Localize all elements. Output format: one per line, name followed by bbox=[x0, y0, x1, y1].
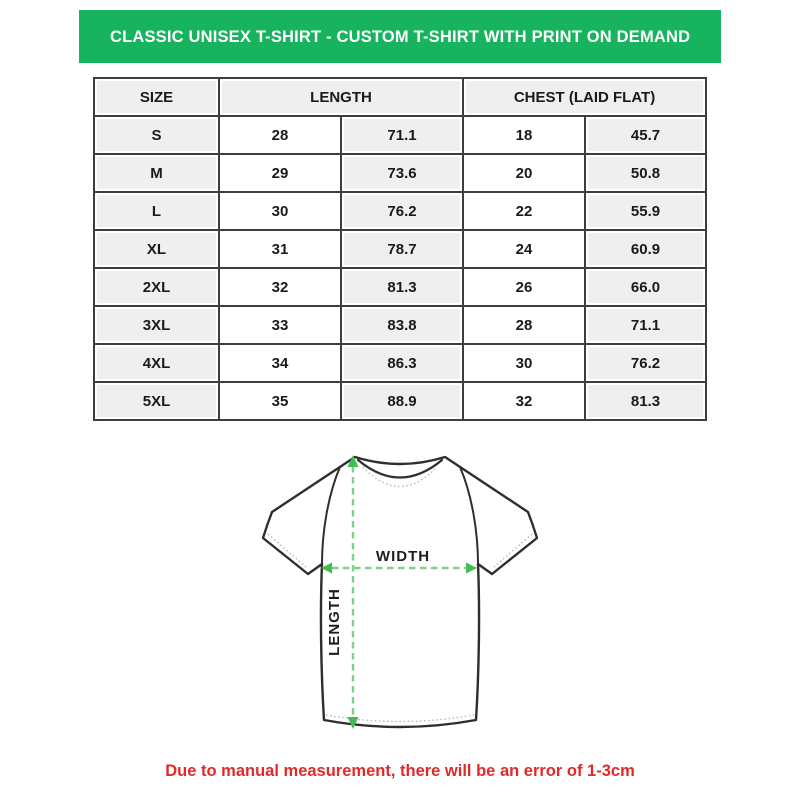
length-in-cell: 29 bbox=[219, 154, 341, 192]
table-row bbox=[94, 154, 706, 192]
table-row bbox=[94, 382, 706, 420]
length-in-cell: 28 bbox=[219, 116, 341, 154]
table-row bbox=[94, 306, 706, 344]
chest-in-cell: 24 bbox=[463, 230, 585, 268]
size-chart-table bbox=[93, 77, 707, 421]
length-cm-cell: 73.6 bbox=[341, 154, 463, 192]
chest-in-cell: 18 bbox=[463, 116, 585, 154]
chest-in-cell: 28 bbox=[463, 306, 585, 344]
length-cm-cell: 78.7 bbox=[341, 230, 463, 268]
chest-in-cell: 20 bbox=[463, 154, 585, 192]
chest-cm-cell: 71.1 bbox=[585, 306, 706, 344]
page-title: CLASSIC UNISEX T-SHIRT - CUSTOM T-SHIRT WITH PRINT ON DEMAND bbox=[109, 26, 691, 46]
length-in-cell: 34 bbox=[219, 344, 341, 382]
length-cm-cell: 76.2 bbox=[341, 192, 463, 230]
measurement-note: Due to manual measurement, there will be an error of 1-3cm bbox=[165, 762, 635, 780]
chest-cm-cell: 60.9 bbox=[585, 230, 706, 268]
length-cm-cell: 81.3 bbox=[341, 268, 463, 306]
length-in-cell: 30 bbox=[219, 192, 341, 230]
size-cell: 5XL bbox=[94, 382, 219, 420]
col-header-length: LENGTH bbox=[219, 78, 463, 116]
chest-in-cell: 30 bbox=[463, 344, 585, 382]
table-row bbox=[94, 344, 706, 382]
size-cell: 2XL bbox=[94, 268, 219, 306]
chest-cm-cell: 55.9 bbox=[585, 192, 706, 230]
size-cell: 4XL bbox=[94, 344, 219, 382]
length-in-cell: 32 bbox=[219, 268, 341, 306]
length-cm-cell: 71.1 bbox=[341, 116, 463, 154]
length-cm-cell: 88.9 bbox=[341, 382, 463, 420]
chest-cm-cell: 45.7 bbox=[585, 116, 706, 154]
length-cm-cell: 83.8 bbox=[341, 306, 463, 344]
table-header-row bbox=[94, 78, 706, 116]
title-banner bbox=[79, 10, 721, 63]
length-label: LENGTH bbox=[326, 588, 343, 656]
tshirt-diagram-svg bbox=[240, 440, 560, 760]
table-row bbox=[94, 192, 706, 230]
chest-cm-cell: 76.2 bbox=[585, 344, 706, 382]
size-cell: M bbox=[94, 154, 219, 192]
chest-in-cell: 22 bbox=[463, 192, 585, 230]
size-cell: S bbox=[94, 116, 219, 154]
col-header-size: SIZE bbox=[94, 78, 219, 116]
table-row bbox=[94, 116, 706, 154]
chest-in-cell: 32 bbox=[463, 382, 585, 420]
table-row bbox=[94, 230, 706, 268]
chest-cm-cell: 50.8 bbox=[585, 154, 706, 192]
length-in-cell: 33 bbox=[219, 306, 341, 344]
tshirt-outline bbox=[263, 457, 537, 727]
size-cell: L bbox=[94, 192, 219, 230]
chest-cm-cell: 66.0 bbox=[585, 268, 706, 306]
length-cm-cell: 86.3 bbox=[341, 344, 463, 382]
table-row bbox=[94, 268, 706, 306]
width-label: WIDTH bbox=[375, 548, 431, 565]
col-header-chest: CHEST (LAID FLAT) bbox=[463, 78, 706, 116]
size-cell: 3XL bbox=[94, 306, 219, 344]
chest-cm-cell: 81.3 bbox=[585, 382, 706, 420]
length-in-cell: 31 bbox=[219, 230, 341, 268]
size-cell: XL bbox=[94, 230, 219, 268]
length-in-cell: 35 bbox=[219, 382, 341, 420]
chest-in-cell: 26 bbox=[463, 268, 585, 306]
tshirt-measurement-diagram bbox=[240, 440, 560, 760]
